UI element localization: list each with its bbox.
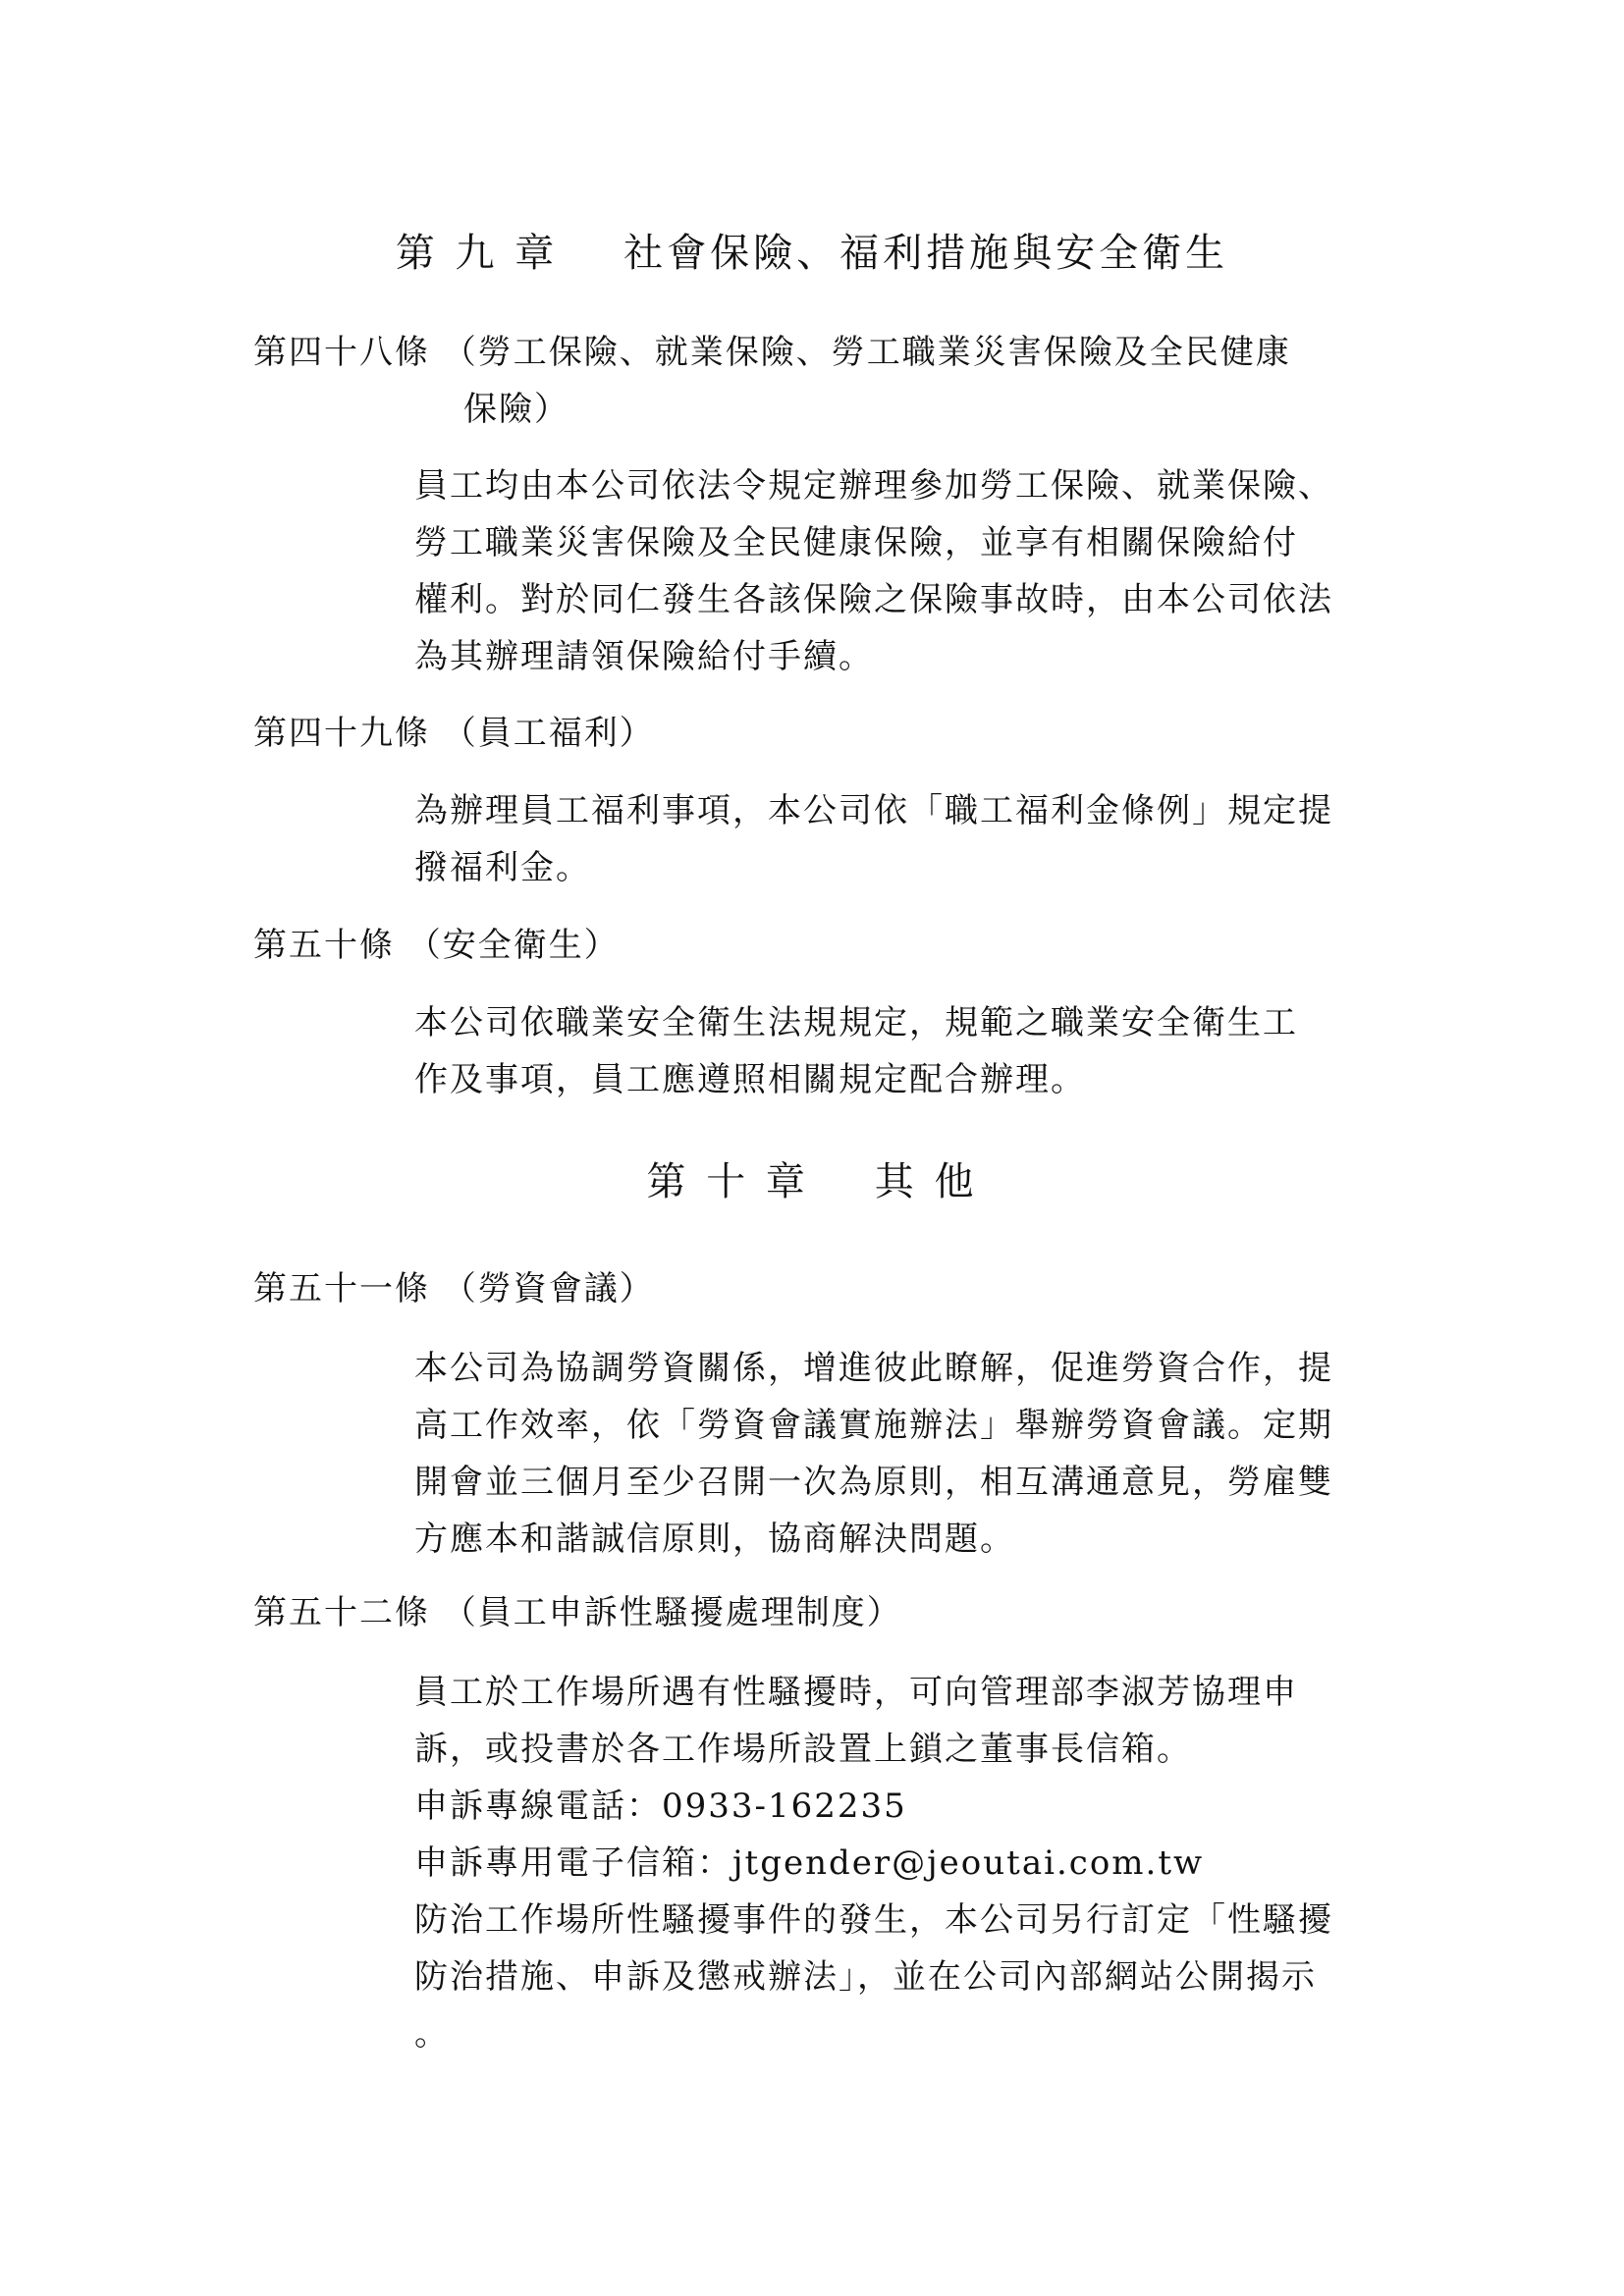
article-49-body (414, 782, 1386, 896)
article-51-line: 本公司為協調勞資關係，增進彼此瞭解，促進勞資合作，提 (414, 1349, 1333, 1388)
chapter-10-title: 第 十 章 其 他 (646, 1159, 978, 1204)
article-48-line: 為其辦理請領保險給付手續。 (414, 637, 874, 676)
article-50-line: 本公司依職業安全衛生法規規定，規範之職業安全衛生工 (414, 1003, 1298, 1042)
article-52-line: 防治措施、申訴及懲戒辦法」，並在公司內部網站公開揭示 (414, 1957, 1317, 1997)
article-52-line: 員工於工作場所遇有性騷擾時，可向管理部李淑芳協理申 (414, 1673, 1298, 1712)
article-49-heading-text: 第四十九條 （員工福利） (253, 714, 655, 753)
article-51-heading-text: 第五十一條 （勞資會議） (253, 1269, 655, 1308)
chapter-9-title: 第 九 章 社會保險、福利措施與安全衛生 (395, 231, 1229, 276)
article-48-heading (253, 324, 1291, 438)
article-52-heading (253, 1584, 902, 1641)
article-51-line: 高工作效率，依「勞資會議實施辦法」舉辦勞資會議。定期 (414, 1406, 1333, 1445)
article-48-line: 權利。對於同仁發生各該保險之保險事故時，由本公司依法 (414, 580, 1333, 619)
article-50-body (414, 994, 1386, 1108)
article-52-heading-text: 第五十二條 （員工申訴性騷擾處理制度） (253, 1593, 902, 1632)
article-52-body (414, 1664, 1386, 2062)
complaint-email: 申訴專用電子信箱：jtgender@jeoutai.com.tw (414, 1843, 1205, 1883)
article-48-heading-line1: 第四十八條 （勞工保險、就業保險、勞工職業災害保險及全民健康 (253, 333, 1291, 372)
article-49-line: 撥福利金。 (414, 848, 591, 887)
article-48-body (414, 457, 1386, 685)
article-50-line: 作及事項，員工應遵照相關規定配合辦理。 (414, 1060, 1086, 1099)
article-49-heading (253, 705, 655, 762)
article-49-line: 為辦理員工福利事項，本公司依「職工福利金條例」規定提 (414, 791, 1333, 830)
article-48-line: 員工均由本公司依法令規定辦理參加勞工保險、就業保險、 (414, 466, 1333, 506)
article-50-heading-text: 第五十條 （安全衛生） (253, 926, 620, 965)
article-51-body (414, 1340, 1386, 1568)
article-52-line: 訴，或投書於各工作場所設置上鎖之董事長信箱。 (414, 1730, 1192, 1769)
article-48-line: 勞工職業災害保險及全民健康保險，並享有相關保險給付 (414, 523, 1298, 562)
article-51-line: 方應本和諧誠信原則，協商解決問題。 (414, 1520, 1015, 1559)
article-52-line: 防治工作場所性騷擾事件的發生，本公司另行訂定「性騷擾 (414, 1900, 1333, 1940)
article-50-heading (253, 917, 620, 974)
complaint-hotline: 申訴專線電話：0933-162235 (414, 1787, 907, 1826)
article-52-line: 。 (414, 2014, 450, 2054)
article-51-line: 開會並三個月至少召開一次為原則，相互溝通意見，勞雇雙 (414, 1463, 1333, 1502)
article-48-heading-line2: 保險） (463, 390, 569, 429)
article-51-heading (253, 1260, 655, 1317)
